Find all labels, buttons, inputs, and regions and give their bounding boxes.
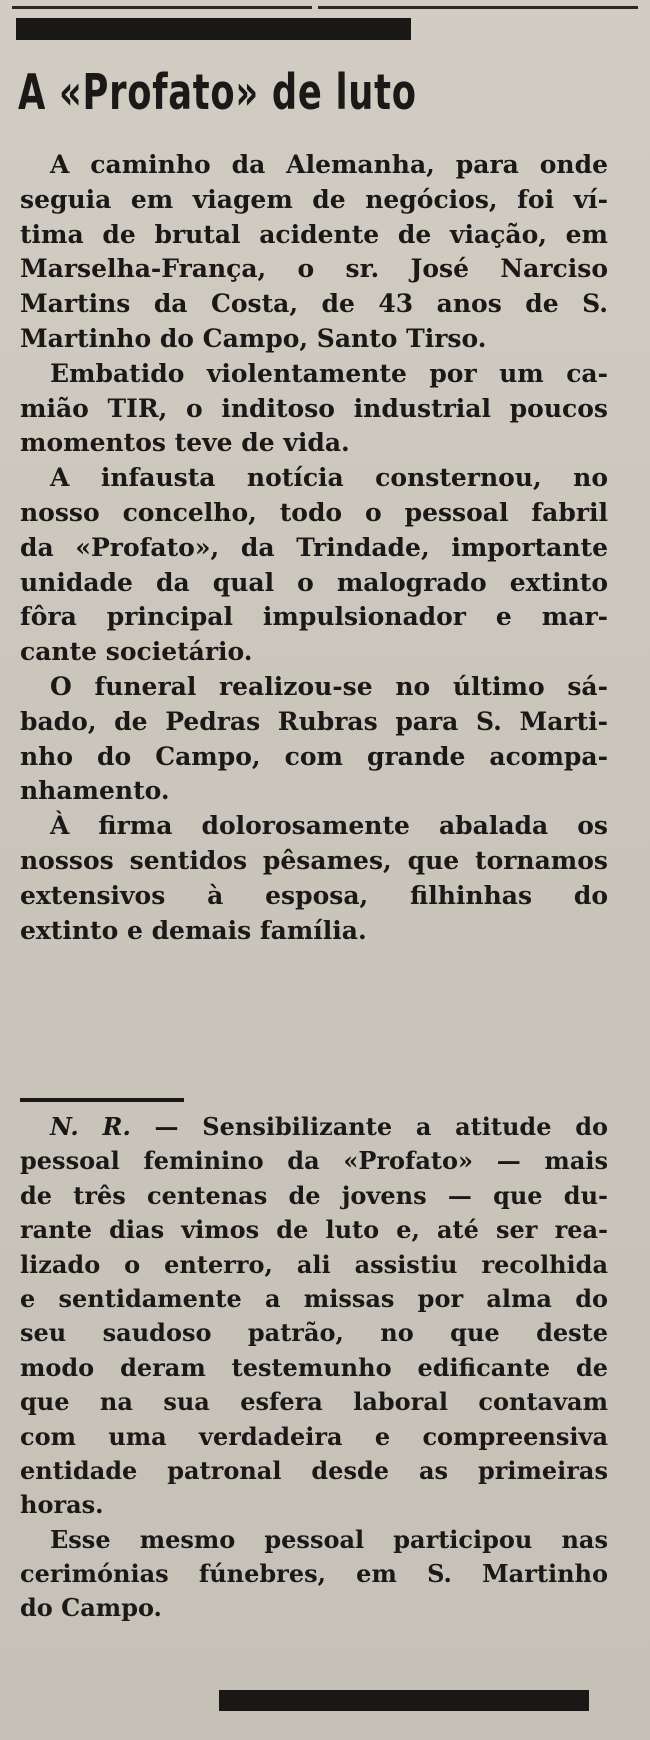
- p1-line: A caminho da Alemanha, para onde: [50, 150, 608, 179]
- p3-line: fôra principal impulsionador e mar-: [20, 602, 608, 632]
- note-line: seu saudoso patrão, no que deste: [20, 1318, 608, 1348]
- p4-line: O funeral realizou-se no último sá-: [50, 671, 608, 701]
- p5-line: extinto e demais família.: [20, 915, 367, 945]
- top-rule-left: [12, 6, 312, 9]
- note-line: pessoal feminino da «Profato» — mais: [20, 1146, 608, 1176]
- note-line: com uma verdadeira e compreensiva: [20, 1421, 608, 1451]
- p1-line: tima de brutal acidente de viação, em: [20, 219, 608, 249]
- note-first-line: [20, 1110, 608, 1144]
- section-divider: [20, 1098, 184, 1102]
- p4-line: bado, de Pedras Rubras para S. Marti-: [20, 706, 608, 736]
- article-body: [20, 148, 608, 948]
- note-line: lizado o enterro, ali assistiu recolhida: [20, 1249, 608, 1279]
- p4-line: nhamento.: [20, 776, 170, 806]
- editors-note: [20, 1110, 608, 1626]
- note-line: rante dias vimos de luto e, até ser rea-: [20, 1215, 608, 1245]
- p1-line: Martins da Costa, de 43 anos de S.: [20, 289, 608, 319]
- p3-line: nosso concelho, todo o pessoal fabril: [20, 497, 608, 527]
- note-line: modo deram testemunho edificante de: [20, 1352, 608, 1382]
- note-p2-line: do Campo.: [20, 1593, 162, 1623]
- note-prefix: N. R.: [50, 1112, 131, 1141]
- article-headline: A «Profato» de luto: [18, 64, 417, 121]
- note-line: horas.: [20, 1490, 104, 1520]
- top-black-bar: [16, 18, 411, 40]
- p3-line: da «Profato», da Trindade, importante: [20, 532, 608, 562]
- p5-line: nossos sentidos pêsames, que tornamos: [20, 845, 608, 875]
- p2-line: momentos teve de vida.: [20, 428, 350, 458]
- top-rule-right: [318, 6, 638, 9]
- note-first-line-text: — Sensibilizante a atitude do: [130, 1112, 608, 1141]
- p2-line: Embatido violentamente por um ca-: [50, 358, 608, 388]
- note-p2-line: cerimónias fúnebres, em S. Martinho: [20, 1559, 608, 1589]
- p5-line: extensivos à esposa, filhinhas do: [20, 880, 608, 910]
- p1-line: Martinho do Campo, Santo Tirso.: [20, 323, 487, 353]
- p3-line: unidade da qual o malogrado extinto: [20, 567, 608, 597]
- p5-line: À firma dolorosamente abalada os: [50, 811, 608, 841]
- p4-line: nho do Campo, com grande acompa-: [20, 741, 608, 771]
- p3-line: A infausta notícia consternou, no: [50, 463, 608, 493]
- note-line: entidade patronal desde as primeiras: [20, 1455, 608, 1485]
- p2-line: mião TIR, o inditoso industrial poucos: [20, 393, 608, 423]
- p3-line: cante societário.: [20, 637, 253, 667]
- bottom-black-bar: [219, 1690, 589, 1711]
- note-line: e sentidamente a missas por alma do: [20, 1283, 608, 1313]
- p1-line: seguia em viagem de negócios, foi ví-: [20, 184, 608, 214]
- note-line: que na sua esfera laboral contavam: [20, 1387, 608, 1417]
- note-p2-line: Esse mesmo pessoal participou nas: [50, 1524, 608, 1554]
- note-line: de três centenas de jovens — que du-: [20, 1180, 608, 1210]
- p1-line: Marselha-França, o sr. José Narciso: [20, 254, 608, 284]
